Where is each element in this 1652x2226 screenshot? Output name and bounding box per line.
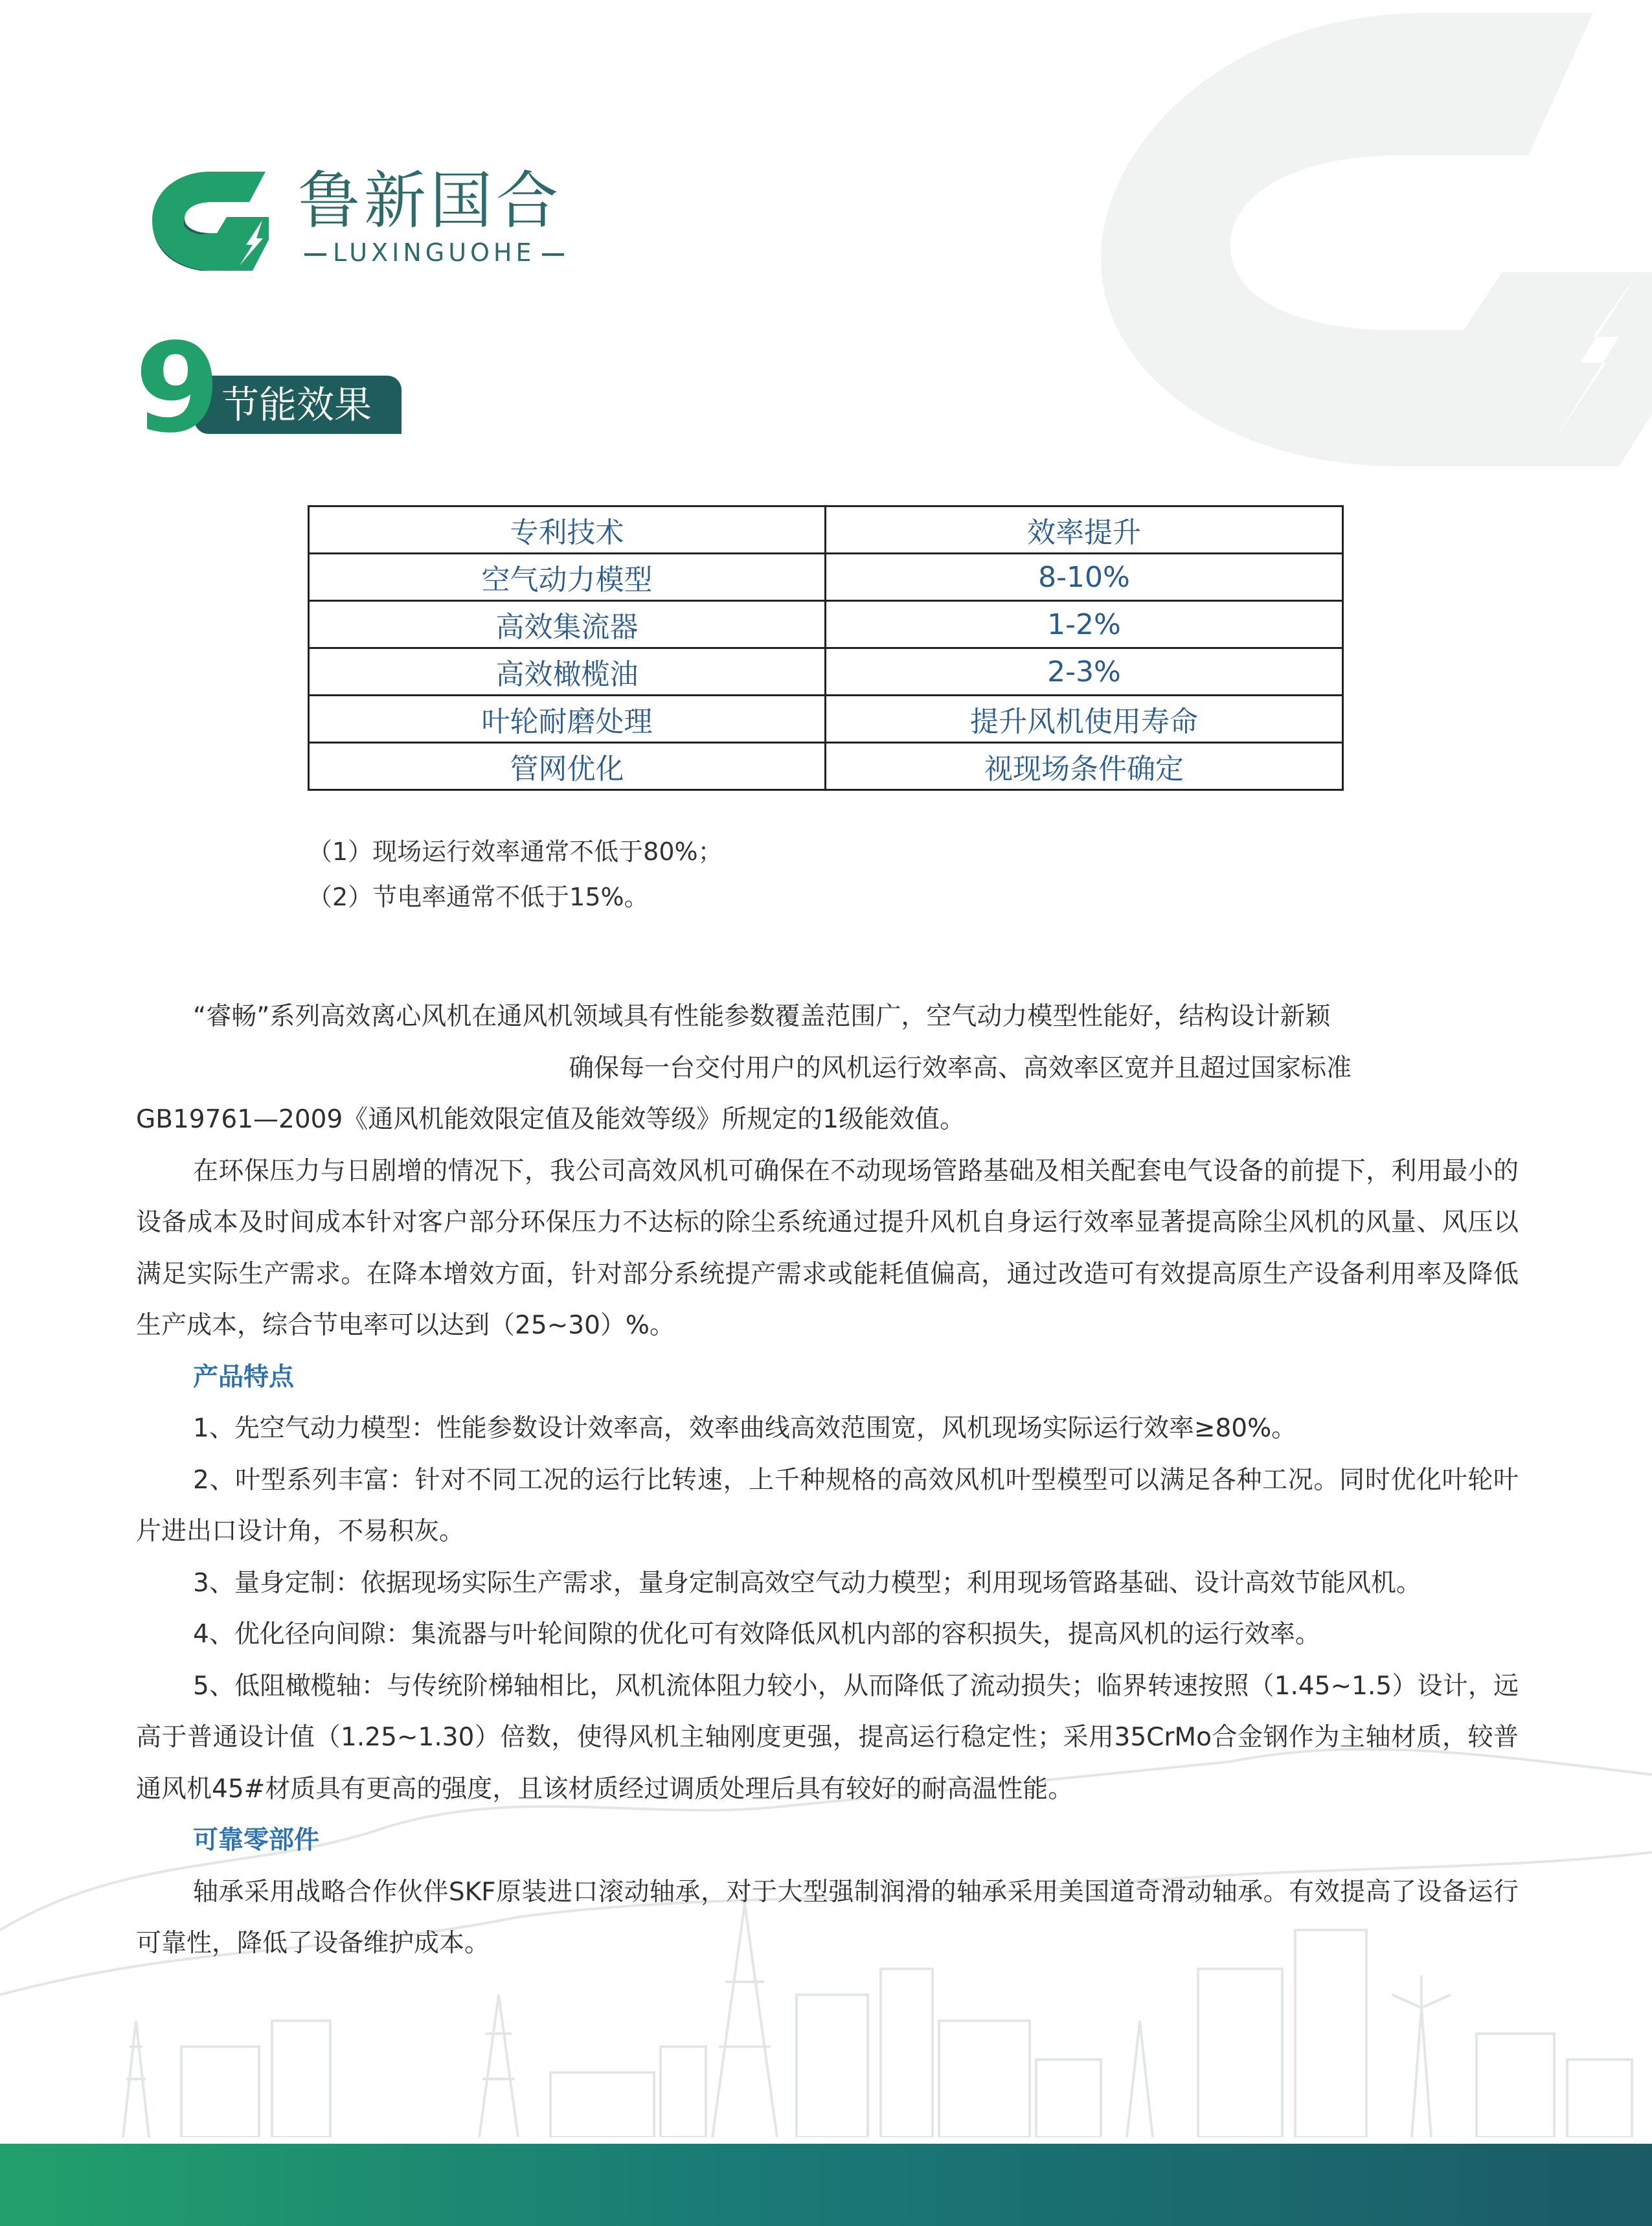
feature-item: 5、低阻橄榄轴：与传统阶梯轴相比，风机流体阻力较小，从而降低了流动损失；临界转速按照（1.45~1.5）设计，远高于普通设计值（1.25~1.30）倍数，使得风机主轴刚度更强，提高运行稳定性；采用35CrMo合金钢作为主轴材质，较普通风机45#材质具有更高的强度，且该材质经过调质处理后具有较好的耐高温性能。 xyxy=(136,1671,1519,1804)
section-number: 9 xyxy=(135,317,221,460)
features-title: 产品特点 xyxy=(193,1362,295,1392)
parts-paragraph: 轴承采用战略合作伙伴SKF原装进口滚动轴承，对于大型强制润滑的轴承采用美国道奇滑动轴承。有效提高了设备运行可靠性，降低了设备维护成本。 xyxy=(136,1877,1519,1958)
table-row xyxy=(309,743,1343,790)
table-row xyxy=(309,601,1343,648)
table-cell: 高效集流器 xyxy=(309,601,826,648)
table-cell: 叶轮耐磨处理 xyxy=(309,696,826,743)
feature-item: 3、量身定制：依据现场实际生产需求，量身定制高效空气动力模型；利用现场管路基础、设计高效节能风机。 xyxy=(193,1568,1421,1598)
brand-logo-mark-icon xyxy=(149,162,272,272)
intro-line-2: 确保每一台交付用户的风机运行效率高、高效率区宽并且超过国家标准 xyxy=(569,1053,1352,1083)
table-header-row xyxy=(309,506,1343,554)
feature-item: 1、先空气动力模型：性能参数设计效率高，效率曲线高效范围宽，风机现场实际运行效率≥80%。 xyxy=(193,1414,1297,1443)
feature-item: 4、优化径向间隙：集流器与叶轮间隙的优化可有效降低风机内部的容积损失，提高风机的运行效率。 xyxy=(193,1620,1320,1649)
intro-line-3: GB19761—2009《通风机能效限定值及能效等级》所规定的1级能效值。 xyxy=(136,1105,966,1134)
table-cell: 1-2% xyxy=(826,601,1343,648)
intro-line-1: “睿畅”系列高效离心风机在通风机领域具有性能参数覆盖范围广，空气动力模型性能好，结构设计新颖 xyxy=(193,1002,1331,1031)
efficiency-table xyxy=(308,505,1344,791)
parts-title: 可靠零部件 xyxy=(193,1826,320,1855)
section-title: 节能效果 xyxy=(194,376,402,434)
brand-name-en xyxy=(298,238,571,267)
table-row xyxy=(309,648,1343,696)
paragraph: 在环保压力与日剧增的情况下，我公司高效风机可确保在不动现场管路基础及相关配套电气设备的前提下，利用最小的设备成本及时间成本针对客户部分环保压力不达标的除尘系统通过提升风机自身运行效率显著提高除尘风机的风量、风压以满足实际生产需求。在降本增效方面，针对部分系统提产需求或能耗值偏高，通过改造可有效提高原生产设备利用率及降低生产成本，综合节电率可以达到（25~30）%。 xyxy=(136,1156,1519,1340)
table-cell: 高效橄榄油 xyxy=(309,648,826,696)
body-text xyxy=(136,991,1519,1970)
footer-bar xyxy=(0,2144,1652,2226)
table-header-cell: 专利技术 xyxy=(309,506,826,554)
table-cell: 空气动力模型 xyxy=(309,554,826,601)
table-cell: 管网优化 xyxy=(309,743,826,790)
table-header-cell: 效率提升 xyxy=(826,506,1343,554)
background-logo-watermark xyxy=(1036,0,1652,479)
table-row xyxy=(309,696,1343,743)
feature-item: 2、叶型系列丰富：针对不同工况的运行比转速，上千种规格的高效风机叶型模型可以满足各种工况。同时优化叶轮叶片进出口设计角，不易积灰。 xyxy=(136,1465,1519,1546)
table-cell: 2-3% xyxy=(826,648,1343,696)
table-cell: 视现场条件确定 xyxy=(826,743,1343,790)
brand-logo xyxy=(149,162,563,278)
table-cell: 8-10% xyxy=(826,554,1343,601)
table-notes xyxy=(308,829,723,920)
brand-name-en-text: LUXINGUOHE xyxy=(333,238,536,267)
note-line: （2）节电率通常不低于15%。 xyxy=(308,883,649,911)
table-row xyxy=(309,554,1343,601)
brand-name-cn: 鲁新国合 xyxy=(298,165,562,237)
note-line: （1）现场运行效率通常不低于80%； xyxy=(308,837,723,866)
table-cell: 提升风机使用寿命 xyxy=(826,696,1343,743)
